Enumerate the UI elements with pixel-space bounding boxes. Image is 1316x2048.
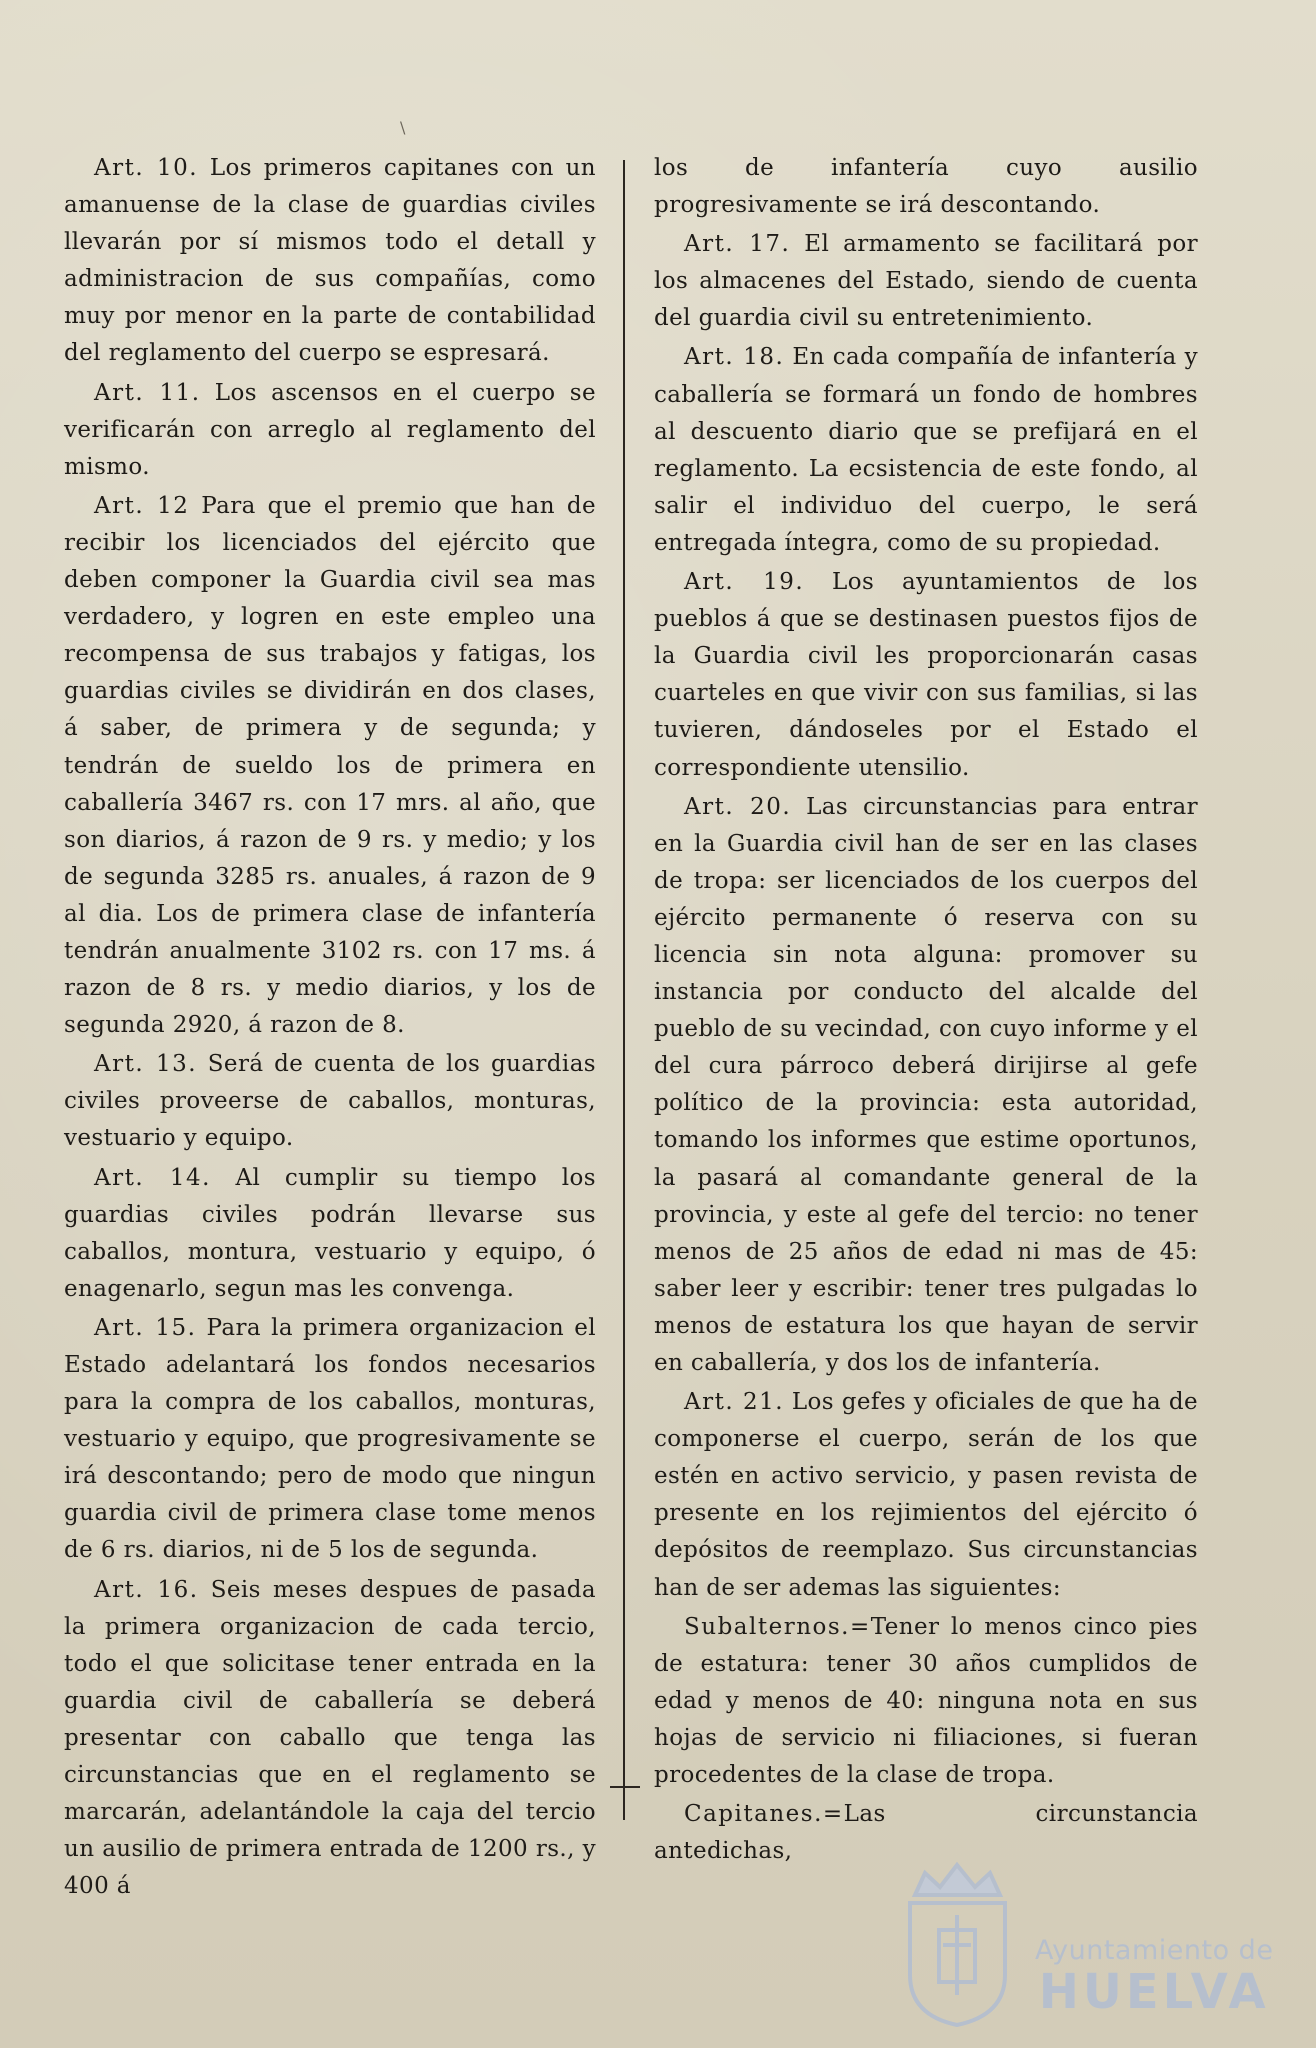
article-text: Para la primera organizacion el Estado adelantará los fondos necesarios para la compra de los caballos, monturas, vestuario y equipo, que progresivamente se irá descontando; pero de modo que ningun guardia civil de primera clase tome menos de 6 rs. diarios, ni de 5 los de segunda. <box>64 1314 596 1564</box>
article-15 <box>64 1310 596 1570</box>
article-11 <box>64 375 596 486</box>
article-16-continuation: los de infantería cuyo ausilio progresivamente se irá descontando. <box>654 155 1198 219</box>
article-label: Art. 19. <box>684 569 805 596</box>
section-text: Las circunstancia antedichas, <box>654 1801 1198 1865</box>
article-text: Al cumplir su tiempo los guardias civiles podrán llevarse sus caballos, montura, vestuario y equipo, ó enagenarlo, segun mas les convenga. <box>64 1164 597 1302</box>
article-text: El armamento se facilitará por los almacenes del Estado, siendo de cuenta del guardia civil su entretenimiento. <box>654 231 1198 332</box>
article-text: Para que el premio que han de recibir los licenciados del ejército que deben componer la Guardia civil sea mas verdadero, y logren en este empleo una recompensa de sus trabajos y fatigas, los guardias civiles se dividirán en dos clases, á saber, de primera y de segunda; y tendrán de sueldo los de primera en caballería 3467 rs. con 17 mrs. al año, que son diarios, á razon de 9 rs. y medio; y los de segunda 3285 rs. anuales, á razon de 9 al dia. Los de primera clase de infantería tendrán anualmente 3102 rs. con 17 ms. á razon de 8 rs. y medio diarios, y los de segunda 2920, á razon de 8. <box>64 492 596 1039</box>
article-label: Art. 17. <box>684 231 791 258</box>
watermark-line1: Ayuntamiento de <box>1035 1935 1274 1966</box>
article-text: En cada compañía de infantería y caballería se formará un fondo de hombres al descuento diario que se prefijará en el reglamento. La ecsistencia de este fondo, al salir el individuo del cuerpo, le será entregada íntegra, como de su propiedad. <box>654 344 1198 556</box>
watermark-line2: HUELVA <box>1038 1964 1270 2020</box>
column-divider-foot <box>610 1786 640 1788</box>
subalternos-paragraph <box>654 1609 1198 1794</box>
article-label: Art. 16. <box>94 1576 199 1603</box>
article-text: Los gefes y oficiales de que ha de componerse el cuerpo, serán de los que estén en activo servicio, y pasen revista de presente en los rejimientos del ejército ó depósitos de reemplazo. Sus circunstancias han de ser ademas las siguientes: <box>654 1389 1198 1601</box>
section-label: Subalternos.= <box>684 1613 871 1640</box>
article-19 <box>654 564 1198 787</box>
article-label: Art. 10. <box>94 155 199 181</box>
article-16 <box>64 1572 596 1906</box>
article-text: Las circunstancias para entrar en la Guardia civil han de ser en las clases de tropa: ser licenciados de los cuerpos del ejército permanente ó reserva con su licencia sin nota alguna: promover su instancia por conducto del alcalde del pueblo de su vecindad, con cuyo informe y el del cura párroco deberá dirijirse al gefe político de la provincia: esta autoridad, tomando los informes que estime oportunos, la pasará al comandante general de la provincia, y este al gefe del tercio: no tener menos de 25 años de edad ni mas de 45: saber leer y escribir: tener tres pulgadas lo menos de estatura los que hayan de servir en caballería, y dos los de infantería. <box>654 793 1198 1376</box>
page-mark: \ <box>400 118 406 137</box>
article-text: Los ascensos en el cuerpo se verificarán con arreglo al reglamento del mismo. <box>64 379 596 480</box>
section-text: Tener lo menos cinco pies de estatura: tener 30 años cumplidos de edad y menos de 40: ninguna nota en sus hojas de servicio ni filiaciones, si fueran procedentes de la clase de tropa. <box>654 1613 1198 1789</box>
article-label: Art. 18. <box>684 344 785 371</box>
article-20 <box>654 789 1198 1383</box>
left-column <box>64 150 596 1907</box>
article-label: Art. 20. <box>684 793 792 820</box>
article-10 <box>64 150 596 373</box>
article-label: Art. 14. <box>94 1164 211 1191</box>
article-label: Art. 11. <box>94 379 201 406</box>
huelva-seal-icon <box>895 1855 1020 2030</box>
article-text: Seis meses despues de pasada la primera organizacion de cada tercio, todo el que solicitase tener entrada en la guardia civil de caballería se deberá presentar con caballo que tenga las circunstancias que en el reglamento se marcarán, adelantándole la caja del tercio un ausilio de primera entrada de 1200 rs., y 400 á <box>64 1576 596 1900</box>
watermark <box>1035 1935 1273 2018</box>
article-text: Los primeros capitanes con un amanuense de la clase de guardias civiles llevarán por sí mismos todo el detall y administracion de sus compañías, como muy por menor en la parte de contabilidad del reglamento del cuerpo se espresará. <box>64 155 596 367</box>
article-18 <box>654 339 1198 562</box>
article-21 <box>654 1384 1198 1607</box>
article-label: Art. 21. <box>684 1389 785 1416</box>
article-12 <box>64 488 596 1044</box>
article-label: Art. 12 <box>94 492 190 519</box>
article-13 <box>64 1046 596 1157</box>
article-14 <box>64 1160 596 1308</box>
column-divider <box>623 160 625 1820</box>
right-column <box>654 150 1198 1872</box>
article-17 <box>654 226 1198 337</box>
article-text: Será de cuenta de los guardias civiles proveerse de caballos, monturas, vestuario y equipo. <box>64 1051 597 1152</box>
section-label: Capitanes.= <box>684 1801 844 1828</box>
article-text: Los ayuntamientos de los pueblos á que se destinasen puestos fijos de la Guardia civil les proporcionarán casas cuarteles en que vivir con sus familias, si las tuvieren, dándoseles por el Estado el correspondiente utensilio. <box>654 569 1199 781</box>
article-label: Art. 13. <box>94 1051 198 1078</box>
article-label: Art. 15. <box>94 1314 197 1341</box>
